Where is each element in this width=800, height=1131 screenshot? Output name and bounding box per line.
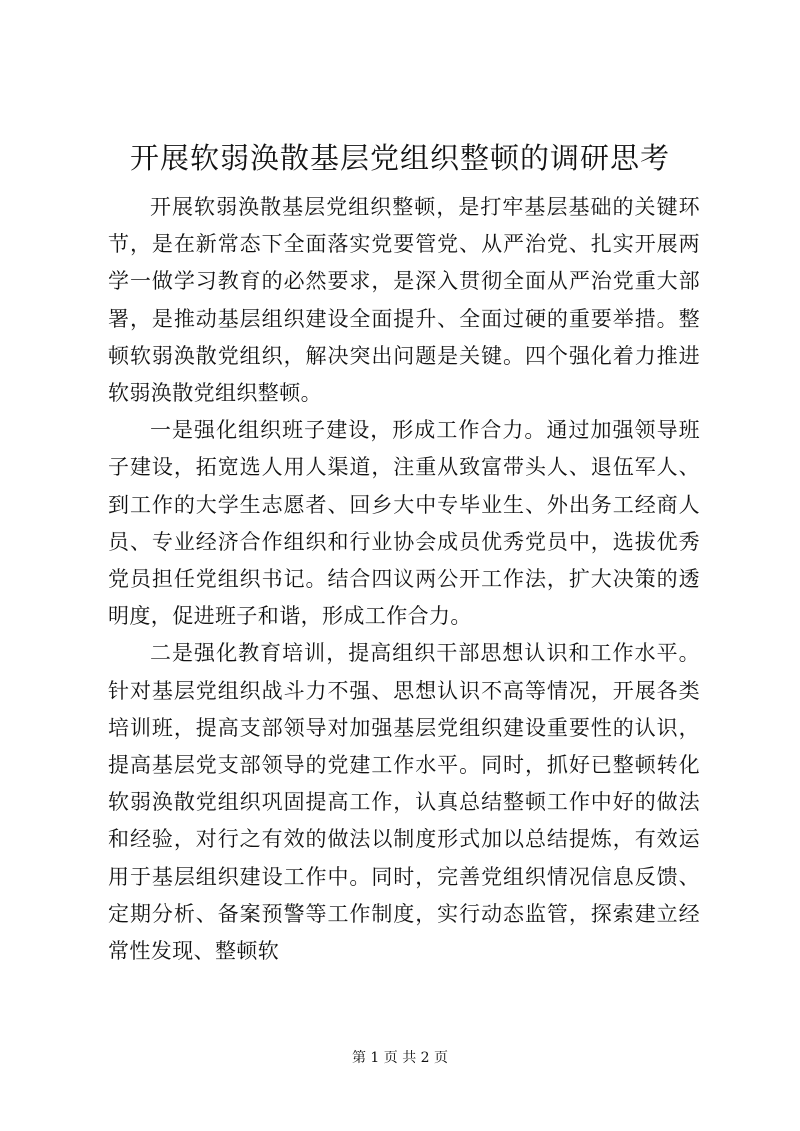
paragraph-first-point: 一是强化组织班子建设，形成工作合力。通过加强领导班子建设，拓宽选人用人渠道，注重从致富带头人、退伍军人、到工作的大学生志愿者、回乡大中专毕业生、外出务工经商人员、专业经济合作组织和行业协会成员优秀党员中，选拔优秀党员担任党组织书记。结合四议两公开工作法，扩大决策的透明度，促进班子和谐，形成工作合力。 — [108, 418, 700, 629]
page-footer: 第 1 页 共 2 页 — [351, 1050, 449, 1066]
document-body — [108, 189, 700, 970]
paragraph-intro: 开展软弱涣散基层党组织整顿，是打牢基层基础的关键环节，是在新常态下全面落实党要管党、从严治党、扎实开展两学一做学习教育的必然要求，是深入贯彻全面从严治党重大部署，是推动基层组织建设全面提升、全面过硬的重要举措。整顿软弱涣散党组织，解决突出问题是关键。四个强化着力推进软弱涣散党组织整顿。 — [108, 195, 700, 406]
paragraph-second-point: 二是强化教育培训，提高组织干部思想认识和工作水平。针对基层党组织战斗力不强、思想认识不高等情况，开展各类培训班，提高支部领导对加强基层党组织建设重要性的认识，提高基层党支部领导的党建工作水平。同时，抓好已整顿转化软弱涣散党组织巩固提高工作，认真总结整顿工作中好的做法和经验，对行之有效的做法以制度形式加以总结提炼，有效运用于基层组织建设工作中。同时，完善党组织情况信息反馈、定期分析、备案预警等工作制度，实行动态监管，探索建立经常性发现、整顿软 — [108, 641, 700, 964]
document-title: 开展软弱涣散基层党组织整顿的调研思考 — [129, 141, 670, 175]
